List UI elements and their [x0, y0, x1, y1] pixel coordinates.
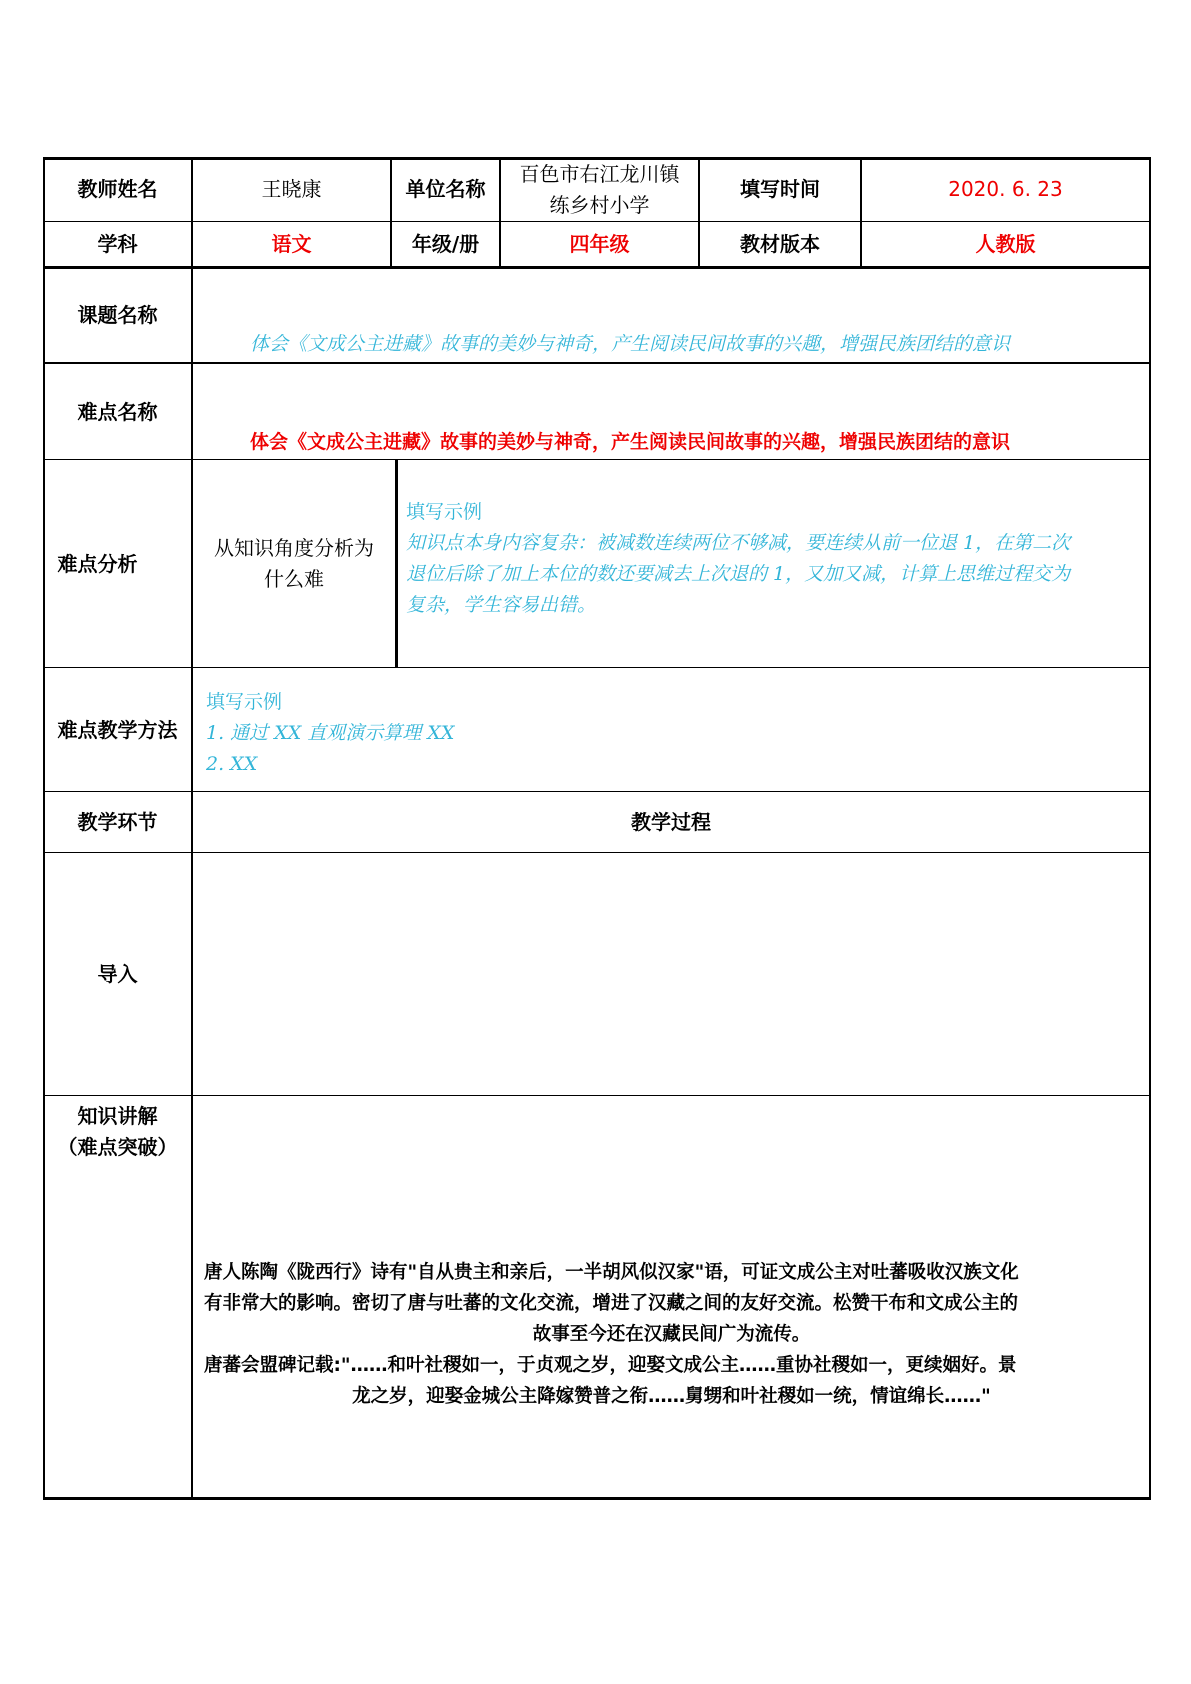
teaching-stage-label: 教学环节 — [77, 810, 158, 834]
unit-name-value — [500, 157, 699, 222]
difficulty-label: 难点名称 — [77, 399, 158, 424]
analysis-sub-label-line-2: 什么难 — [264, 567, 324, 591]
unit-name-line-1: 百色市右江龙川镇 — [519, 161, 680, 186]
explain-para-2-line-1: 唐蕃会盟碑记载:"……和叶社稷如一，于贞观之岁，迎娶文成公主……重协社稷如一，更续姻好。景 — [204, 1355, 1017, 1376]
fill-date-value: 2020. 6. 23 — [948, 177, 1063, 201]
unit-name-line-2: 练乡村小学 — [549, 192, 650, 217]
analysis-example — [406, 497, 1146, 621]
teacher-name-value: 王晓康 — [261, 177, 322, 201]
method-example — [206, 687, 1106, 780]
grade-label: 年级/册 — [411, 232, 480, 256]
edition-value: 人教版 — [975, 232, 1036, 256]
teaching-process-label: 教学过程 — [631, 810, 711, 834]
analysis-label: 难点分析 — [57, 551, 138, 576]
explain-para-1-line-1: 唐人陈陶《陇西行》诗有"自从贵主和亲后，一半胡风似汉家"语，可证文成公主对吐蕃吸收汉族文化 — [204, 1262, 1019, 1283]
explain-para-1-line-3: 故事至今还在汉藏民间广为流传。 — [532, 1324, 811, 1345]
lesson-plan-table — [43, 157, 1151, 1500]
topic-value: 体会《文成公主进藏》故事的美妙与神奇，产生阅读民间故事的兴趣，增强民族团结的意识 — [250, 333, 1011, 355]
explain-label — [43, 1101, 192, 1163]
method-item-2: 2. XX — [206, 753, 258, 775]
teacher-name-label: 教师姓名 — [77, 177, 158, 201]
edition-label: 教材版本 — [740, 232, 820, 256]
explain-para-1-line-2: 有非常大的影响。密切了唐与吐蕃的文化交流，增进了汉藏之间的友好交流。松赞干布和文成公主的 — [204, 1293, 1019, 1314]
explain-label-line-2: （难点突破） — [57, 1135, 178, 1159]
analysis-sub-label-line-1: 从知识角度分析为 — [214, 536, 374, 560]
row-divider — [43, 362, 1151, 364]
row-divider — [43, 1095, 1151, 1096]
unit-name-label: 单位名称 — [405, 177, 486, 201]
intro-label: 导入 — [97, 962, 138, 986]
explain-label-line-1: 知识讲解 — [77, 1104, 158, 1128]
analysis-example-line-2: 退位后除了加上本位的数还要减去上次退的 1，又加又减，计算上思维过程交为 — [406, 563, 1071, 585]
table-border-bottom — [43, 1497, 1151, 1500]
intro-content — [193, 853, 1149, 1095]
difficulty-value: 体会《文成公主进藏》故事的美妙与神奇，产生阅读民间故事的兴趣，增强民族团结的意识 — [250, 431, 1011, 453]
fill-date-label: 填写时间 — [740, 177, 820, 201]
subject-value: 语文 — [271, 232, 312, 256]
explain-content — [204, 1257, 1139, 1412]
analysis-example-title: 填写示例 — [406, 501, 483, 523]
grade-value: 四年级 — [569, 232, 630, 256]
analysis-sub-label — [192, 460, 396, 668]
analysis-example-line-3: 复杂，学生容易出错。 — [406, 594, 597, 616]
explain-para-2-line-2: 龙之岁，迎娶金城公主降嫁赞普之衔……舅甥和叶社稷如一统，情谊绵长……" — [352, 1386, 991, 1407]
analysis-example-line-1: 知识点本身内容复杂：被减数连续两位不够减，要连续从前一位退 1，在第二次 — [406, 532, 1071, 554]
method-item-1: 1. 通过 XX 直观演示算理 XX — [206, 722, 455, 744]
method-label: 难点教学方法 — [57, 717, 178, 742]
topic-label: 课题名称 — [77, 303, 158, 327]
subject-label: 学科 — [97, 232, 138, 256]
method-example-title: 填写示例 — [206, 691, 283, 713]
